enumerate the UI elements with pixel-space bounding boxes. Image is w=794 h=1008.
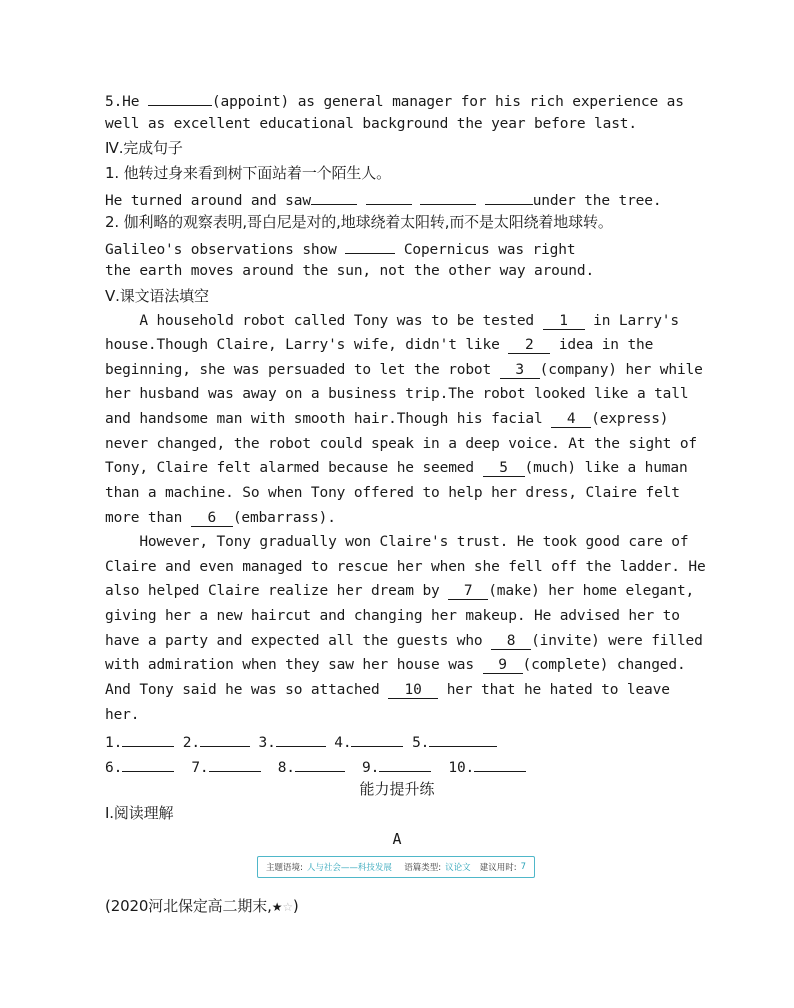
star-icon: ★	[271, 900, 283, 914]
p2-line-4: giving her a new haircut and changing her makeup. He advised her to	[105, 608, 680, 624]
s1-chinese: 1. 他转过身来看到树下面站着一个陌生人。	[105, 164, 391, 182]
s1-blank-3[interactable]	[420, 189, 476, 205]
p2-line-3: also helped Claire realize her dream by 7 (make) her home elegant,	[105, 583, 695, 599]
answer-3[interactable]	[276, 731, 326, 747]
source-line: (2020河北保定高二期末,★☆)	[105, 897, 299, 915]
p2-line-6: with admiration when they saw her house was 9 (complete) changed.	[105, 657, 686, 673]
blank-1[interactable]: 1	[543, 313, 585, 330]
star-outline-icon: ☆	[282, 900, 293, 914]
p1-line-4: her husband was away on a business trip.The robot looked like a tall	[105, 386, 689, 402]
s2-english-2: the earth moves around the sun, not the other way around.	[105, 263, 595, 279]
banner-type-value: 议论文	[445, 863, 471, 873]
blank-9[interactable]: 9	[483, 657, 523, 674]
p1-line-2: house.Though Claire, Larry's wife, didn't like 2 idea in the	[105, 337, 654, 353]
passage-label: A	[392, 830, 402, 848]
section-heading: 能力提升练	[359, 780, 435, 798]
s2-chinese: 2. 伽利略的观察表明,哥白尼是对的,地球绕着太阳转,而不是太阳绕着地球转。	[105, 213, 613, 231]
blank-10[interactable]: 10	[388, 682, 438, 699]
answer-row-1: 1. 2. 3. 4. 5.	[105, 731, 497, 752]
blank-2[interactable]: 2	[508, 337, 550, 354]
p1-line-9: more than 6 (embarrass).	[105, 510, 336, 526]
blank-5[interactable]: 5	[483, 460, 525, 477]
answer-4[interactable]	[351, 731, 403, 747]
blank-8[interactable]: 8	[491, 633, 531, 650]
topic-banner	[257, 856, 535, 878]
blank-7[interactable]: 7	[448, 583, 488, 600]
answer-row-2: 6. 7. 8. 9. 10.	[105, 756, 526, 777]
q5-blank[interactable]	[148, 90, 212, 106]
p1-line-7: Tony, Claire felt alarmed because he seemed 5 (much) like a human	[105, 460, 688, 476]
banner-theme-label: 主题语境:	[266, 863, 303, 873]
section-5-title: Ⅴ.课文语法填空	[105, 287, 209, 305]
s1-blank-2[interactable]	[366, 189, 412, 205]
p2-line-5: have a party and expected all the guests who 8 (invite) were filled	[105, 633, 703, 649]
reading-title: Ⅰ.阅读理解	[105, 804, 174, 822]
answer-10[interactable]	[474, 756, 526, 772]
p1-line-5: and handsome man with smooth hair.Though his facial 4 (express)	[105, 411, 669, 427]
p1-line-6: never changed, the robot could speak in a deep voice. At the sight of	[105, 436, 698, 452]
q5-line-1: 5.He (appoint) as general manager for his rich experience as	[105, 90, 684, 111]
s2-blank[interactable]	[345, 238, 395, 254]
s1-blank-4[interactable]	[485, 189, 533, 205]
section-4-title: Ⅳ.完成句子	[105, 139, 183, 157]
p2-line-7: And Tony said he was so attached 10 her that he hated to leave	[105, 682, 670, 698]
answer-5[interactable]	[429, 731, 497, 747]
banner-time-value: 7	[520, 862, 526, 872]
p1-line-8: than a machine. So when Tony offered to help her dress, Claire felt	[105, 485, 680, 501]
q5-line-2: well as excellent educational background the year before last.	[105, 116, 637, 132]
p2-line-1: However, Tony gradually won Claire's trust. He took good care of	[105, 534, 689, 550]
banner-type-label: 语篇类型:	[404, 863, 442, 873]
answer-6[interactable]	[122, 756, 174, 772]
answer-7[interactable]	[209, 756, 261, 772]
blank-4[interactable]: 4	[551, 411, 591, 428]
s2-english-1: Galileo's observations show Copernicus was right	[105, 238, 575, 259]
s1-english: He turned around and saw under the tree.	[105, 189, 661, 210]
p2-line-2: Claire and even managed to rescue her when she fell off the ladder. He	[105, 559, 706, 575]
p2-line-8: her.	[105, 707, 140, 723]
s1-blank-1[interactable]	[311, 189, 357, 205]
p1-line-1: A household robot called Tony was to be tested 1 in Larry's	[105, 313, 679, 329]
answer-9[interactable]	[379, 756, 431, 772]
blank-6[interactable]: 6	[191, 510, 233, 527]
blank-3[interactable]: 3	[500, 362, 540, 379]
answer-8[interactable]	[295, 756, 345, 772]
answer-2[interactable]	[200, 731, 250, 747]
banner-theme-value: 人与社会——科技发展	[306, 863, 392, 873]
answer-1[interactable]	[122, 731, 174, 747]
banner-time-label: 建议用时:	[479, 863, 517, 873]
p1-line-3: beginning, she was persuaded to let the robot 3 (company) her while	[105, 362, 703, 378]
